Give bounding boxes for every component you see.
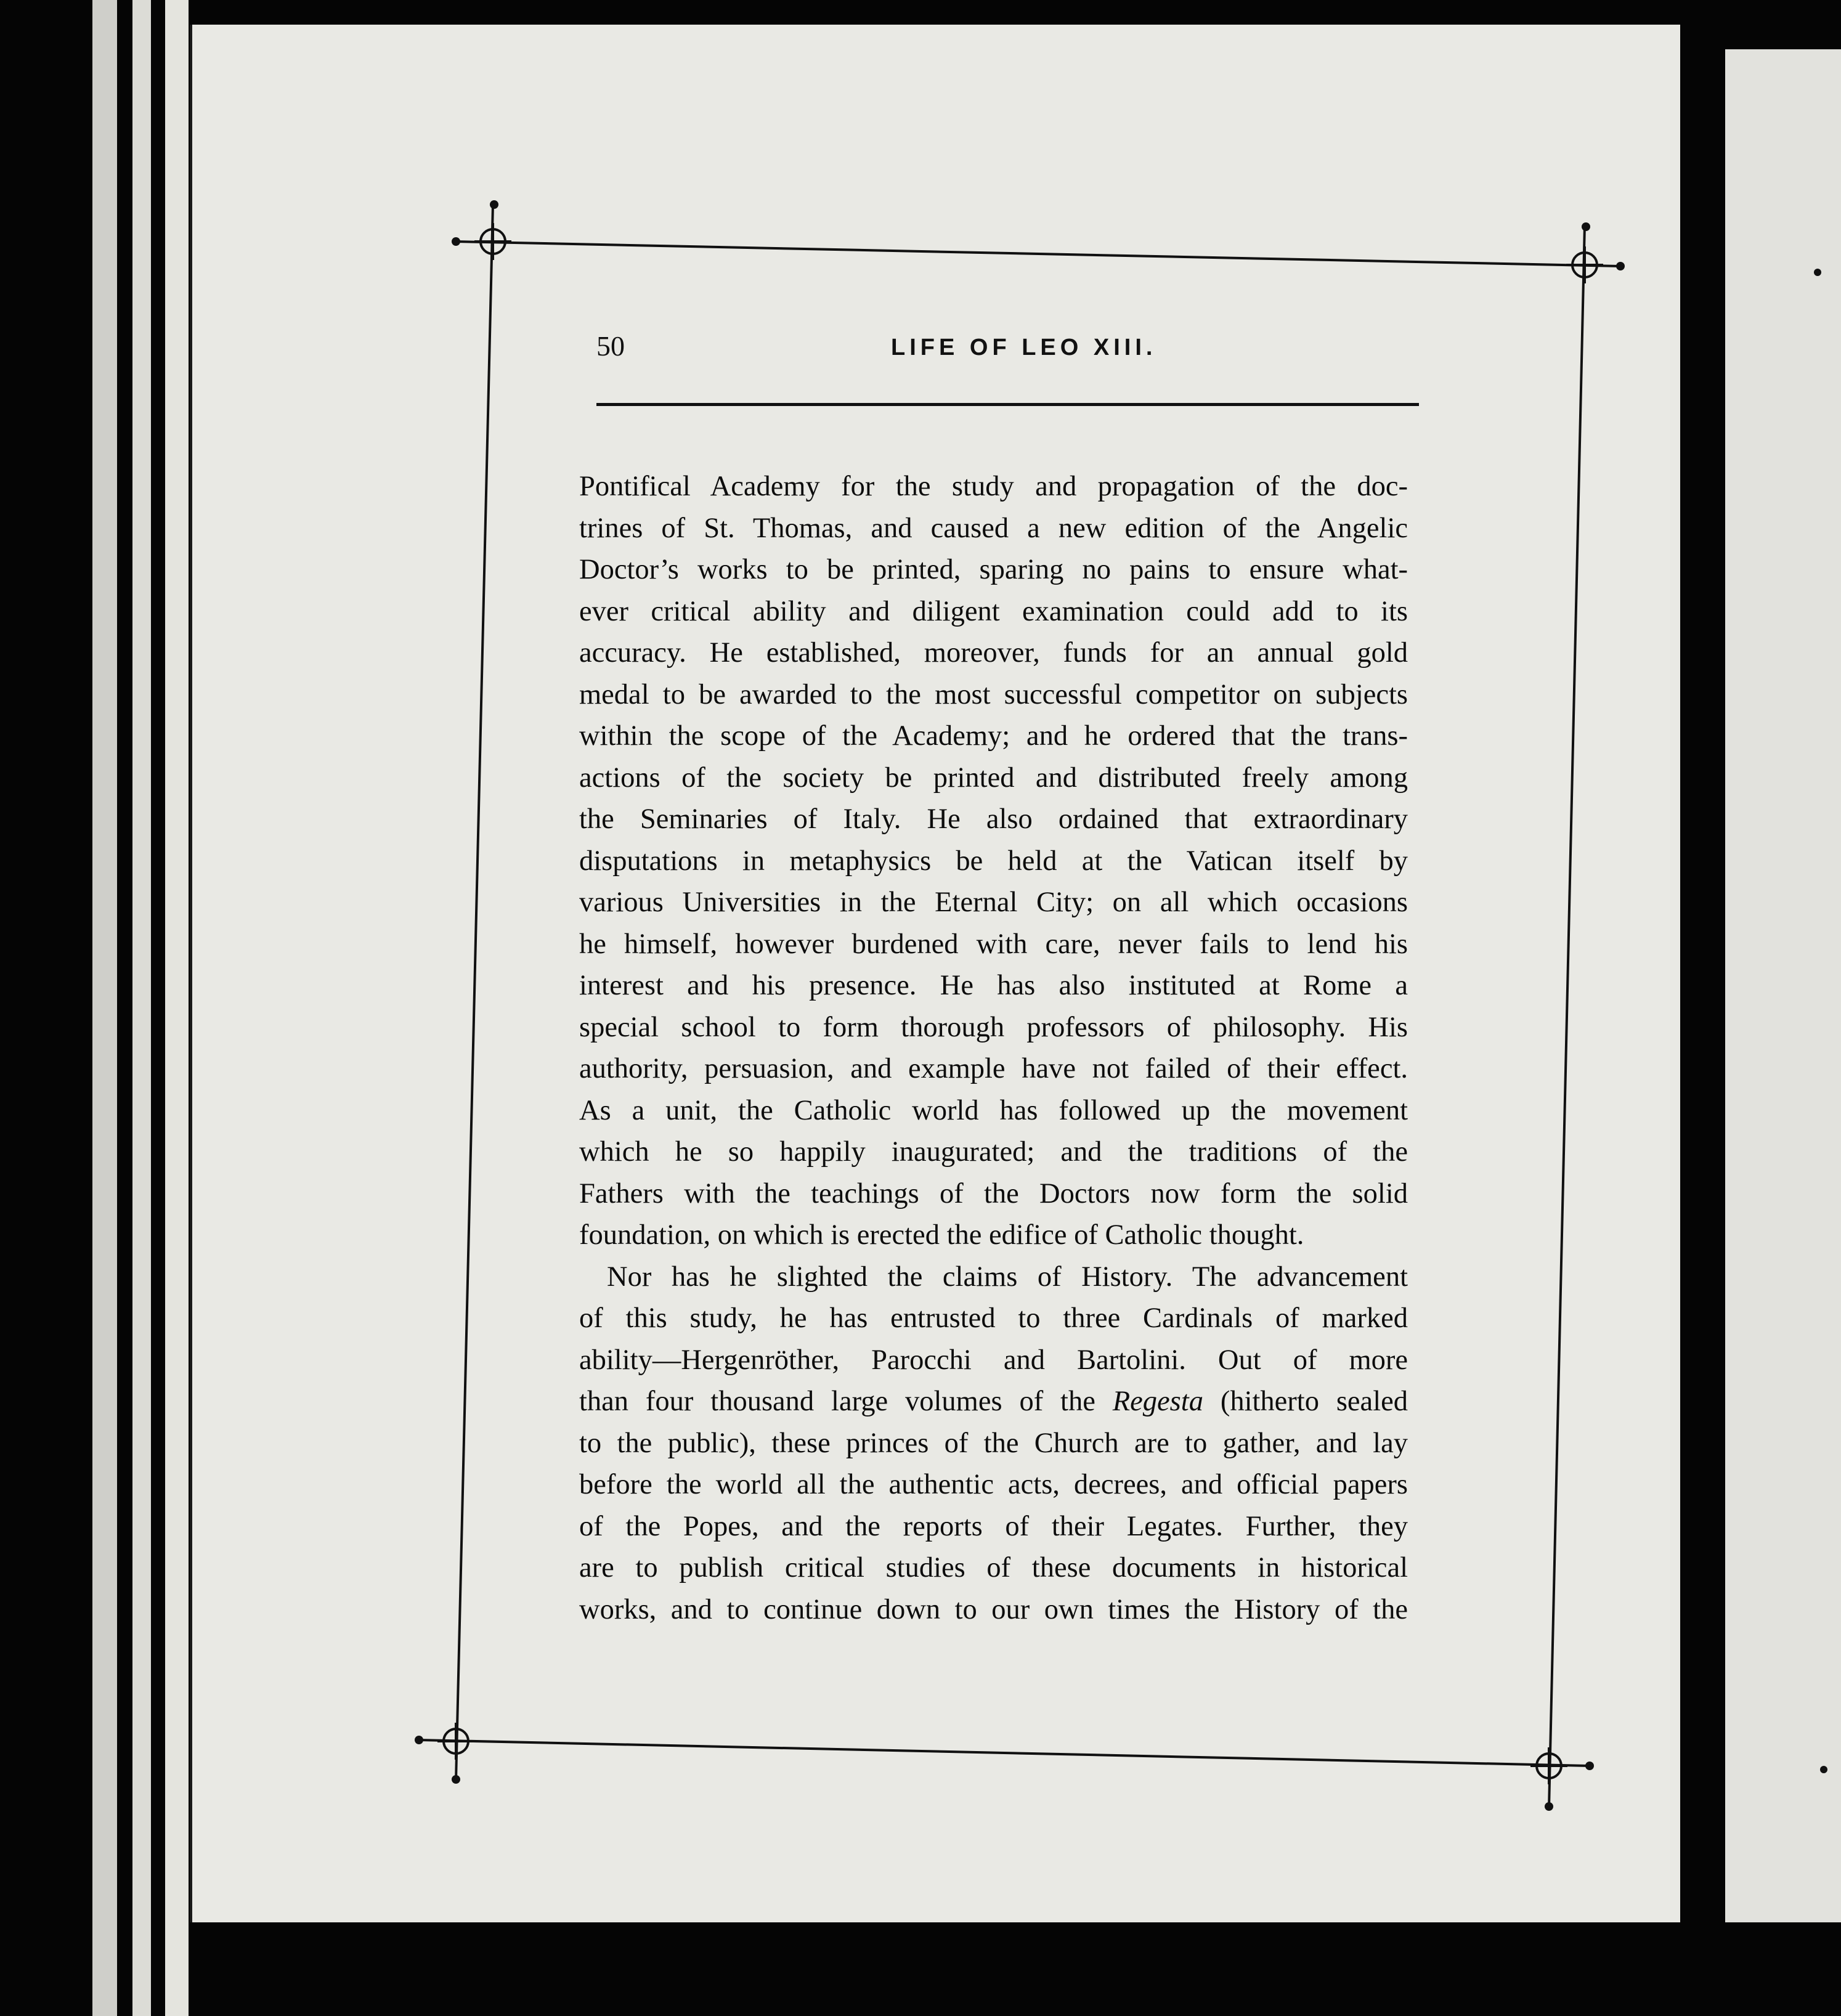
text-line: interest and his presence. He has also instituted at Rome a	[579, 970, 1408, 1001]
running-title: LIFE OF LEO XIII.	[891, 335, 1157, 360]
text-line: are to publish critical studies of these documents in historical	[579, 1552, 1408, 1583]
page-number: 50	[596, 330, 625, 362]
text-line: which he so happily inaugurated; and the traditions of the	[579, 1136, 1408, 1168]
text-line: Doctor’s works to be printed, sparing no pains to ensure what-	[579, 554, 1408, 585]
corner-ornament-icon	[1530, 1747, 1567, 1784]
running-header	[596, 330, 1419, 373]
corner-ornament-icon	[1566, 246, 1603, 283]
text-line: disputations in metaphysics be held at the Vatican itself by	[579, 845, 1408, 877]
text-line: the Seminaries of Italy. He also ordained that extraordinary	[579, 803, 1408, 835]
text-fragment: (hitherto sealed	[1220, 1386, 1408, 1417]
text-line: works, and to continue down to our own times the History of the	[579, 1593, 1408, 1625]
text-line: special school to form thorough professors of philosophy. His	[579, 1011, 1408, 1043]
text-line: he himself, however burdened with care, never fails to lend his	[579, 928, 1408, 960]
text-line: trines of St. Thomas, and caused a new edition of the Angelic	[579, 512, 1408, 544]
text-line: ability—Hergenröther, Parocchi and Bartolini. Out of more	[579, 1344, 1408, 1376]
text-line: As a unit, the Catholic world has followed up the movement	[579, 1094, 1408, 1126]
text-line: within the scope of the Academy; and he ordered that the trans-	[579, 720, 1408, 752]
text-line: accuracy. He established, moreover, funds for an annual gold	[579, 637, 1408, 669]
header-rule	[596, 403, 1419, 406]
text-line: actions of the society be printed and distributed freely among	[579, 762, 1408, 794]
text-line: to the public), these princes of the Church are to gather, and lay	[579, 1427, 1408, 1459]
corner-ornament-icon	[437, 1723, 474, 1760]
text-line: various Universities in the Eternal City; on all which occasions	[579, 887, 1408, 918]
text-line: of this study, he has entrusted to three Cardinals of marked	[579, 1303, 1408, 1334]
text-line: authority, persuasion, and example have not failed of their effect.	[579, 1053, 1408, 1084]
text-line-with-italic	[579, 1381, 1408, 1423]
text-line: Fathers with the teachings of the Doctors now form the solid	[579, 1177, 1408, 1209]
text-line: ever critical ability and diligent examination could add to its	[579, 595, 1408, 627]
text-fragment: than four thousand large volumes of the	[579, 1386, 1095, 1417]
corner-ornament-icon	[474, 223, 511, 260]
body-text	[579, 466, 1408, 1630]
text-line: medal to be awarded to the most successful competitor on subjects	[579, 678, 1408, 710]
text-line: Pontifical Academy for the study and propagation of the doc-	[579, 471, 1408, 502]
text-line: before the world all the authentic acts, decrees, and official papers	[579, 1469, 1408, 1500]
italic-term: Regesta	[1112, 1386, 1203, 1417]
text-line: foundation, on which is erected the edifice of Catholic thought.	[579, 1219, 1304, 1251]
text-line: of the Popes, and the reports of their Legates. Further, they	[579, 1510, 1408, 1542]
text-line: Nor has he slighted the claims of History. The advancement	[607, 1261, 1408, 1293]
